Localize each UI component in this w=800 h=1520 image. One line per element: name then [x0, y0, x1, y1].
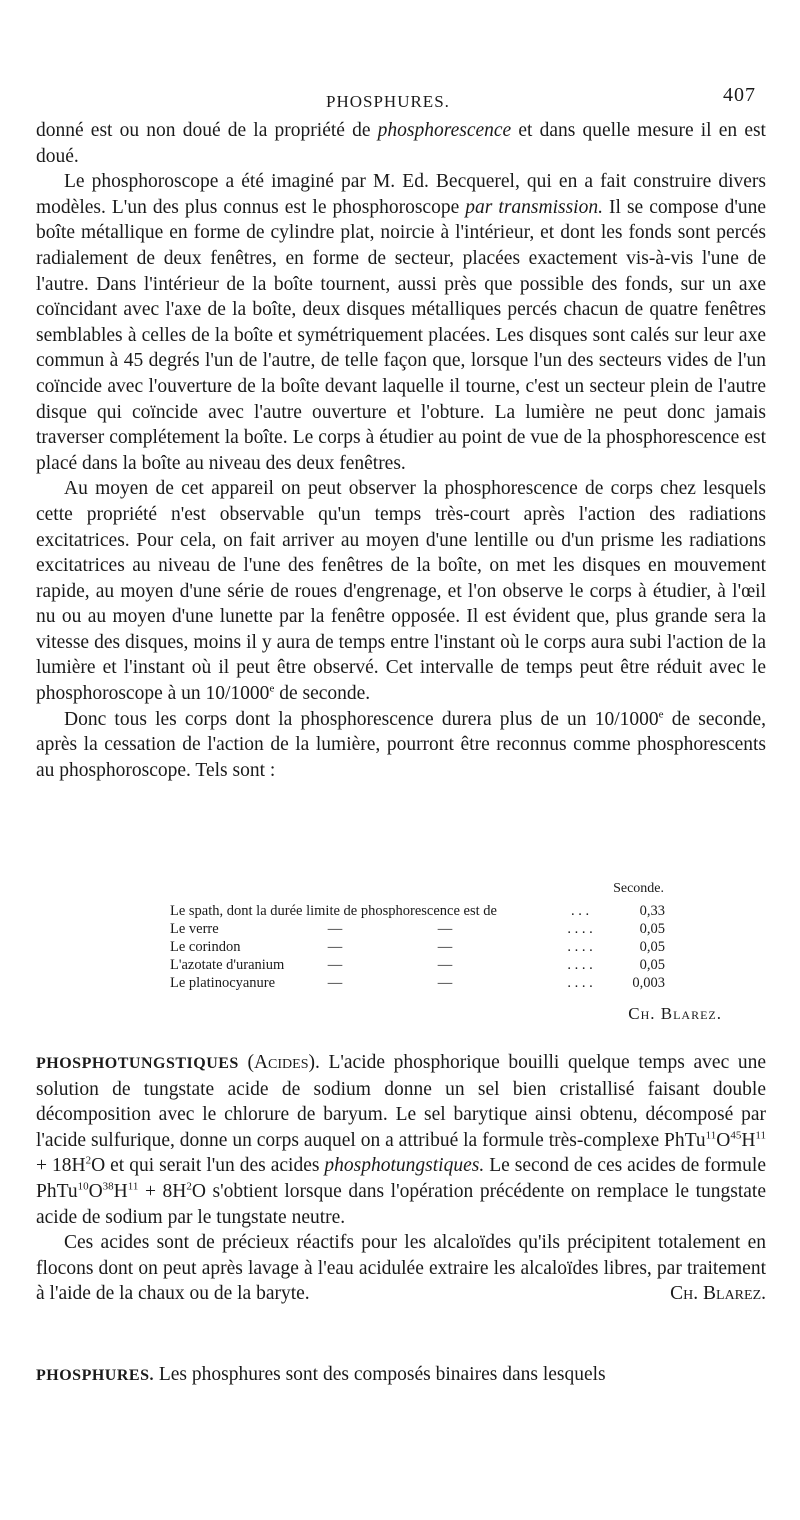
- entry-heading: PHOSPHURES.: [36, 1367, 154, 1384]
- article-phosphotungstiques: [36, 1050, 766, 1307]
- paragraph: donné est ou non doué de la propriété de phosphorescence et dans quelle mesure il en est doué.: [36, 120, 766, 167]
- paragraph: Ces acides sont de précieux réactifs pour les alcaloïdes qu'ils précipitent totalement en flocons dont on peut après lavage à l'eau acidulée extraire les alcaloïdes libres, par traitement à l'aide de la chaux ou de la baryte. Ch. Blarez.: [36, 1230, 766, 1307]
- paragraph: PHOSPHOTUNGSTIQUES (Acides). L'acide phosphorique bouilli quelque temps avec une solution de tungstate acide de sodium donne un sel bien cristallisé faisant double décomposition avec le chlorure de baryum. Le sel barytique ainsi obtenu, décomposé par l'acide sulfurique, donne un corps auquel on a attribué la formule très-complexe $PhTu^{11}O^{45}H^{11} + 18H^2O$ et qui serait l'un des acides phosphotungstiques. Le second de ces acides de formule $PhTu^{10}O^{38}H^{11} + 8H^2O$ s'obtient lorsque dans l'opération précédente on remplace le tungstate acide de sodium par le tungstate neutre.: [36, 1052, 767, 1228]
- article-phosphures: [36, 1362, 766, 1389]
- phosphorescence-duration-table: [170, 880, 670, 992]
- table-row: Le spath, dont la durée limite de phosphorescence est de . . . 0,33: [170, 903, 665, 919]
- page-number: 407: [723, 84, 756, 106]
- table-row: L'azotate d'uranium — — . . . . 0,05: [170, 957, 665, 973]
- running-head: [36, 84, 756, 114]
- table-unit-header: Seconde.: [613, 881, 664, 896]
- entry-heading: PHOSPHOTUNGSTIQUES: [36, 1055, 239, 1072]
- paragraph: Au moyen de cet appareil on peut observer la phosphorescence de corps chez lesquels cette propriété n'est observable qu'un temps très-court après l'action des radiations excitatrices. Pour cela, on fait arriver au moyen d'une lentille ou d'un prisme les radiations excitatrices au niveau de l'une des fenêtres de la boîte, on met les disques en mouvement rapide, au moyen d'une série de roues d'engrenage, et l'on observe le corps à étudier, à l'œil nu ou au moyen d'une lunette par la fenêtre opposée. Il est évident que, plus grande sera la vitesse des disques, moins il y aura de temps entre l'instant où le corps aura subi l'action de la lumière et l'instant où il peut être observé. Cet intervalle de temps peut être réduit avec le phosphoroscope à un 10/1000e de seconde.: [36, 478, 766, 705]
- paragraph: Le phosphoroscope a été imaginé par M. Ed. Becquerel, qui en a fait construire divers modèles. L'un des plus connus est le phosphoroscope par transmission. Il se compose d'une boîte métallique en forme de cylindre plat, noircie à l'intérieur, et dont les fonds sont percés radialement de deux fenêtres, en forme de secteur, placées exactement vis-à-vis l'une de l'autre. Dans l'intérieur de la boîte tournent, aussi près que possible des fonds, sur un axe coïncidant avec l'axe de la boîte, deux disques métalliques percés chacun de quatre fenêtres semblables à celles de la boîte et symétriquement placées. Les disques sont calés sur leur axe commun à 45 degrés l'un de l'autre, de telle façon que, lorsque l'un des secteurs vides de l'un coïncide avec l'ouverture de la boîte devant laquelle il tourne, c'est un secteur plein de l'autre disque qui coïncide avec l'autre ouverture et l'obture. La lumière ne peut donc jamais traverser complétement la boîte. Le corps à étudier au point de vue de la phosphorescence est placé dans la boîte au niveau des deux fenêtres.: [36, 171, 767, 474]
- author-signature: Ch. Blarez.: [670, 1283, 766, 1305]
- running-title: PHOSPHURES.: [326, 92, 450, 111]
- article-phosphorescence-continued: [36, 118, 766, 783]
- author-signature: Ch. Blarez.: [628, 1004, 722, 1023]
- table-row: Le platinocyanure — — . . . . 0,003: [170, 975, 665, 991]
- table-row: Le verre — — . . . . 0,05: [170, 921, 665, 937]
- table-row: Le corindon — — . . . . 0,05: [170, 939, 665, 955]
- paragraph: PHOSPHURES. Les phosphures sont des composés binaires dans lesquels: [36, 1364, 606, 1385]
- paragraph: Donc tous les corps dont la phosphorescence durera plus de un 10/1000e de seconde, après la cessation de l'action de la lumière, pourront être reconnus comme phosphorescents au phosphoroscope. Tels sont :: [36, 708, 766, 781]
